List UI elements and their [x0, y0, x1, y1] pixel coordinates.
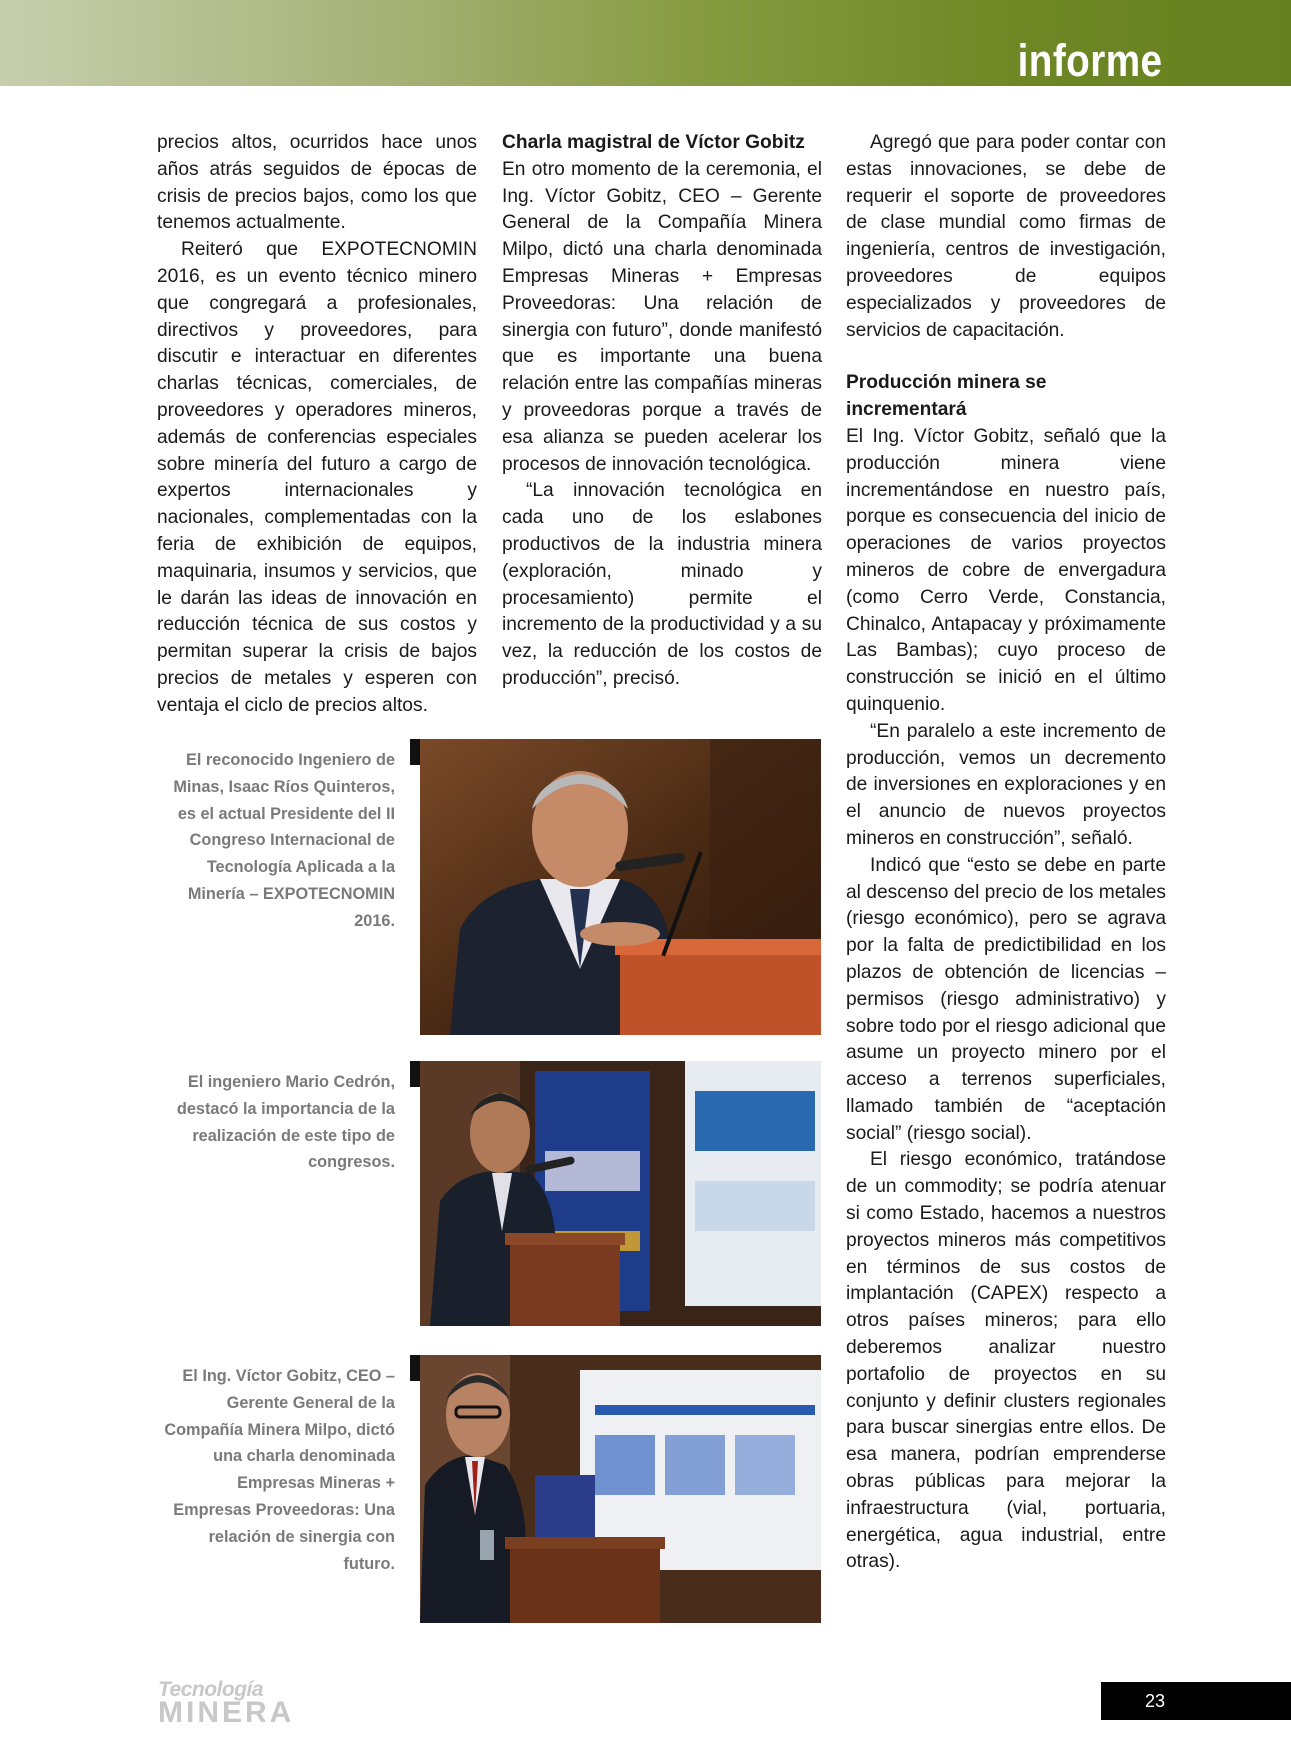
section-heading: Producción minera se incrementará — [846, 372, 1047, 421]
photo-marker — [410, 1355, 420, 1381]
logo-line-1: Tecnología — [158, 1678, 264, 1701]
logo-line-2: MINERA — [158, 1696, 295, 1729]
photo-marker — [410, 1061, 420, 1087]
paragraph: “En paralelo a este incremento de producción, vemos un decremento de inversiones en exploraciones y en el anuncio de nuevos proyectos mineros en construcción”, señaló. — [846, 720, 1166, 849]
speaker-photo-1 — [420, 739, 821, 1035]
photo-caption-2: El ingeniero Mario Cedrón, destacó la importancia de la realización de este tipo de congresos. — [176, 1073, 395, 1172]
paragraph: Indicó que “esto se debe en parte al descenso del precio de los metales (riesgo económico), pero se agrava por la falta de predictibilidad en los plazos de obtención de licencias – permisos (riesgo administrativo) y sobre todo por el riesgo adicional que asume un proyecto minero por el acceso a terrenos superficiales, llamado también de “aceptación social” (riesgo social). — [846, 854, 1167, 1144]
photo-caption-1: El reconocido Ingeniero de Minas, Isaac Ríos Quinteros, es el actual Presidente del II Congreso Internacional de Tecnología Aplicada a la Minería – EXPOTECNOMIN 2016. — [173, 751, 395, 930]
magazine-logo — [158, 1678, 295, 1729]
speaker-photo-2 — [420, 1061, 821, 1326]
paragraph: En otro momento de la ceremonia, el Ing. Víctor Gobitz, CEO – Gerente General de la Compañía Minera Milpo, dictó una charla denominada Empresas Mineras + Empresas Proveedoras: Una relación de sinergia con futuro”, donde manifestó que es importante una buena relación entre las compañías mineras y proveedoras porque a través de esa alianza se pueden acelerar los procesos de innovación tecnológica. — [502, 158, 822, 475]
article-column-2 — [502, 130, 822, 693]
paragraph: precios altos, ocurridos hace unos años atrás seguidos de épocas de crisis de precios bajos, como los que tenemos actualmente. — [157, 132, 477, 234]
section-label: informe — [1018, 35, 1163, 86]
photo-caption-3: El Ing. Víctor Gobitz, CEO – Gerente General de la Compañía Minera Milpo, dictó una charla denominada Empresas Mineras + Empresas Proveedoras: Una relación de sinergia con futuro. — [164, 1367, 395, 1573]
paragraph: “La innovación tecnológica en cada uno de los eslabones productivos de la industria minera (exploración, minado y procesamiento) permite el incremento de la productividad y a su vez, la reducción de los costos de producción”, precisó. — [502, 480, 822, 689]
paragraph: El Ing. Víctor Gobitz, señaló que la producción minera viene incrementándose en nuestro país, porque es consecuencia del inicio de operaciones de varios proyectos mineros de cobre de envergadura (como Cerro Verde, Constancia, Chinalco, Antapacay y próximamente Las Bambas); cuyo proceso de construcción se inició en el último quinquenio. — [846, 425, 1166, 715]
photo-marker — [410, 739, 420, 765]
paragraph: Reiteró que EXPOTECNOMIN 2016, es un evento técnico minero que congregará a profesionales, directivos y proveedores, para discutir e interactuar en diferentes charlas técnicas, comerciales, de proveedores y operadores mineros, además de conferencias especiales sobre minería del futuro a cargo de expertos internacionales y nacionales, complementadas con la feria de exhibición de equipos, maquinaria, insumos y servicios, que le darán las ideas de innovación en reducción técnica de sus costos y permitan superar la crisis de bajos precios de metales y esperen con ventaja el ciclo de precios altos. — [157, 239, 477, 716]
section-heading: Charla magistral de Víctor Gobitz — [502, 132, 805, 153]
article-column-1 — [157, 130, 477, 720]
paragraph: El riesgo económico, tratándose de un commodity; se podría atenuar si como Estado, hacemos a nuestros proyectos mineros más competitivos en términos de sus costos de implantación (CAPEX) respecto a otros países mineros; para ello deberemos analizar nuestro portafolio de proyectos en su conjunto y definir clusters regionales para buscar sinergias entre ellos. De esa manera, podrían emprenderse obras públicas para mejorar la infraestructura (vial, portuaria, energética, agua industrial, entre otras). — [846, 1149, 1166, 1573]
page-number: 23 — [1101, 1682, 1291, 1720]
paragraph: Agregó que para poder contar con estas innovaciones, se debe de requerir el soporte de proveedores de clase mundial como firmas de ingeniería, centros de investigación, proveedores de equipos especializados y proveedores de servicios de capacitación. — [846, 132, 1166, 341]
article-column-3 — [846, 130, 1166, 1576]
speaker-photo-3 — [420, 1355, 821, 1623]
